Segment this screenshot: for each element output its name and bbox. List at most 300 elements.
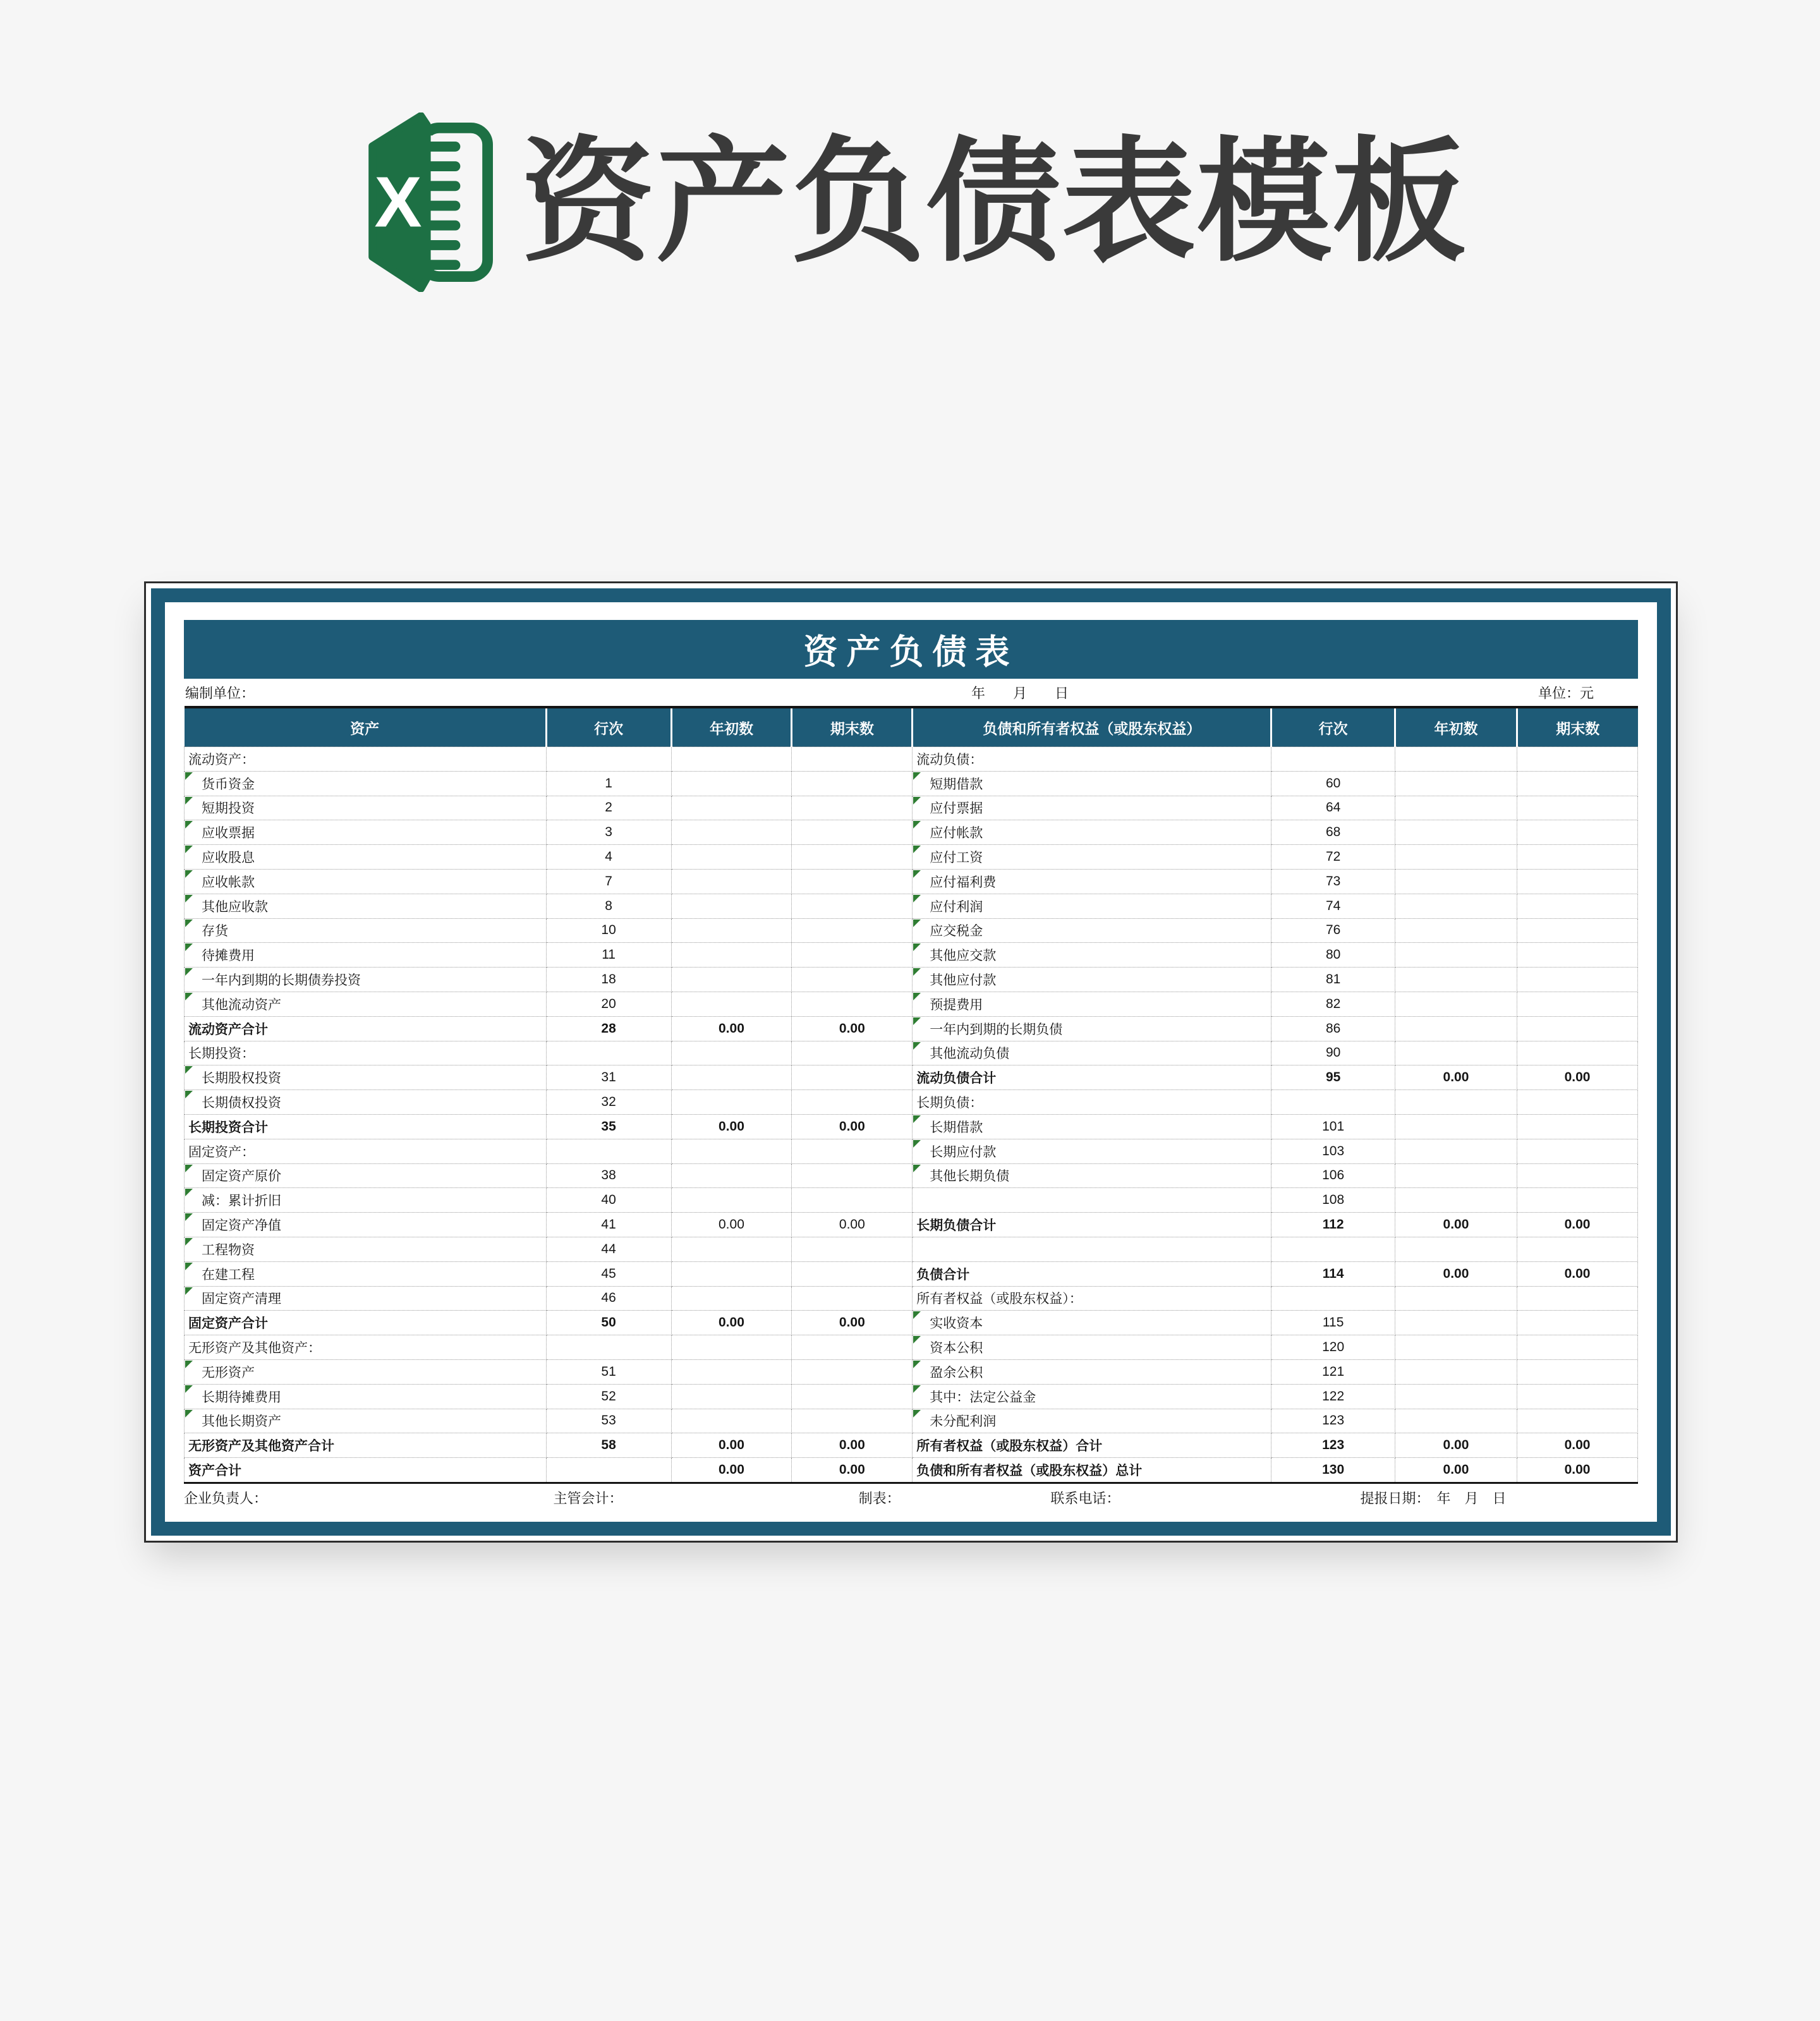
liability-begin-cell[interactable] [1395, 1359, 1517, 1384]
asset-label-cell[interactable] [185, 820, 547, 845]
liability-line-cell[interactable] [1271, 1237, 1395, 1261]
asset-begin-cell[interactable] [671, 1261, 792, 1286]
asset-label-cell[interactable] [185, 992, 547, 1016]
hero-header [0, 101, 1820, 303]
table-row [185, 820, 1638, 845]
liability-end-cell[interactable] [1517, 869, 1638, 894]
asset-begin-cell[interactable] [671, 1409, 792, 1433]
asset-end-cell[interactable] [792, 894, 913, 918]
asset-line-cell[interactable]: 18 [546, 968, 671, 992]
asset-label-cell[interactable] [185, 1286, 547, 1311]
liability-label: 短期借款 [930, 777, 983, 792]
liability-end-cell[interactable] [1517, 1041, 1638, 1065]
asset-label-cell[interactable] [185, 1359, 547, 1384]
asset-begin-cell[interactable] [671, 943, 792, 968]
liability-label-cell[interactable] [913, 1359, 1271, 1384]
liability-label-cell[interactable] [913, 845, 1271, 870]
asset-line-cell[interactable] [546, 1041, 671, 1065]
asset-end-cell[interactable] [792, 1237, 913, 1261]
liability-begin-cell[interactable] [1395, 918, 1517, 943]
asset-end-cell[interactable] [792, 796, 913, 820]
liability-begin-cell[interactable] [1395, 869, 1517, 894]
table-row [185, 1433, 1638, 1458]
asset-line-cell[interactable]: 50 [546, 1311, 671, 1335]
liability-label: 预提费用 [930, 997, 983, 1012]
liability-line-cell[interactable]: 95 [1271, 1065, 1395, 1090]
asset-begin-cell[interactable] [671, 1188, 792, 1213]
asset-end-cell[interactable] [792, 1359, 913, 1384]
asset-end-cell[interactable] [792, 820, 913, 845]
sheet-title-bar: 资产负债表 [184, 620, 1638, 679]
asset-label: 其他长期资产 [202, 1414, 281, 1429]
asset-label: 长期投资合计 [188, 1120, 268, 1135]
liability-line-cell[interactable]: 76 [1271, 918, 1395, 943]
liability-line-cell[interactable] [1271, 1090, 1395, 1115]
liability-line-cell[interactable]: 106 [1271, 1163, 1395, 1188]
asset-end-cell[interactable] [792, 968, 913, 992]
asset-begin-cell[interactable] [671, 869, 792, 894]
table-row [185, 1458, 1638, 1483]
liability-label-cell[interactable] [913, 992, 1271, 1016]
asset-label-cell[interactable] [185, 1041, 547, 1065]
unit-label: 单位：元 [1538, 685, 1594, 701]
asset-begin-cell[interactable] [671, 992, 792, 1016]
liability-line-cell[interactable]: 80 [1271, 943, 1395, 968]
asset-begin-cell[interactable] [671, 918, 792, 943]
liability-end-cell[interactable] [1517, 1114, 1638, 1139]
liability-end-cell[interactable]: 0.00 [1517, 1458, 1638, 1483]
asset-label-cell[interactable] [185, 1065, 547, 1090]
liability-begin-cell[interactable]: 0.00 [1395, 1433, 1517, 1458]
liability-line-cell[interactable]: 103 [1271, 1139, 1395, 1163]
asset-line-cell[interactable]: 51 [546, 1359, 671, 1384]
asset-end-cell[interactable] [792, 747, 913, 772]
asset-label-cell[interactable] [185, 845, 547, 870]
liability-end-cell[interactable] [1517, 771, 1638, 796]
liability-label-cell[interactable] [913, 747, 1271, 772]
liability-label: 负债合计 [916, 1267, 970, 1282]
liability-line-cell[interactable]: 108 [1271, 1188, 1395, 1213]
liability-begin-cell[interactable] [1395, 894, 1517, 918]
liability-begin-cell[interactable] [1395, 1041, 1517, 1065]
liability-begin-cell[interactable]: 0.00 [1395, 1261, 1517, 1286]
liability-label: 长期负债合计 [916, 1218, 997, 1234]
contact-phone-label: 联系电话： [1050, 1490, 1120, 1507]
liability-label: 实收资本 [930, 1316, 983, 1332]
column-header-line-left: 行次 [546, 707, 671, 747]
liability-line-cell[interactable]: 74 [1271, 894, 1395, 918]
asset-line-cell[interactable]: 53 [546, 1409, 671, 1433]
liability-begin-cell[interactable] [1395, 845, 1517, 870]
asset-label-cell[interactable] [185, 747, 547, 772]
asset-label-cell[interactable] [185, 1335, 547, 1360]
liability-line-cell[interactable]: 101 [1271, 1114, 1395, 1139]
asset-begin-cell[interactable] [671, 796, 792, 820]
asset-line-cell[interactable]: 8 [546, 894, 671, 918]
asset-line-cell[interactable]: 1 [546, 771, 671, 796]
asset-end-cell[interactable] [792, 943, 913, 968]
liability-begin-cell[interactable] [1395, 1384, 1517, 1409]
asset-label: 资产合计 [188, 1464, 241, 1478]
asset-label: 其他流动资产 [202, 997, 281, 1012]
liability-end-cell[interactable]: 0.00 [1517, 1433, 1638, 1458]
asset-end-cell[interactable]: 0.00 [792, 1433, 913, 1458]
asset-label: 长期股权投资 [202, 1071, 281, 1086]
liability-label-cell[interactable] [913, 943, 1271, 968]
asset-begin-cell[interactable]: 0.00 [671, 1458, 792, 1483]
liability-line-cell[interactable]: 121 [1271, 1359, 1395, 1384]
asset-label-cell[interactable] [185, 1114, 547, 1139]
liability-label-cell[interactable] [913, 1163, 1271, 1188]
liability-end-cell[interactable] [1517, 894, 1638, 918]
liability-begin-cell[interactable] [1395, 1409, 1517, 1433]
asset-label: 流动资产： [188, 752, 255, 767]
liability-label-cell[interactable] [913, 1188, 1271, 1213]
liability-end-cell[interactable]: 0.00 [1517, 1065, 1638, 1090]
asset-begin-cell[interactable] [671, 845, 792, 870]
asset-end-cell[interactable] [792, 771, 913, 796]
liability-label-cell[interactable] [913, 1286, 1271, 1311]
table-row [185, 1139, 1638, 1163]
liability-label-cell[interactable] [913, 1311, 1271, 1335]
liability-end-cell[interactable] [1517, 1311, 1638, 1335]
liability-line-cell[interactable]: 123 [1271, 1409, 1395, 1433]
asset-label-cell[interactable] [185, 1433, 547, 1458]
asset-label-cell[interactable] [185, 1409, 547, 1433]
liability-end-cell[interactable] [1517, 1090, 1638, 1115]
asset-line-cell[interactable]: 20 [546, 992, 671, 1016]
asset-label-cell[interactable] [185, 869, 547, 894]
asset-label: 长期待摊费用 [202, 1390, 281, 1405]
asset-label-cell[interactable] [185, 894, 547, 918]
asset-line-cell[interactable]: 11 [546, 943, 671, 968]
asset-begin-cell[interactable] [671, 1090, 792, 1115]
asset-label: 存货 [202, 924, 228, 939]
liability-begin-cell[interactable]: 0.00 [1395, 1065, 1517, 1090]
liability-label: 应交税金 [930, 924, 983, 939]
liability-line-cell[interactable]: 114 [1271, 1261, 1395, 1286]
asset-label: 长期债权投资 [202, 1096, 281, 1111]
liability-begin-cell[interactable] [1395, 1188, 1517, 1213]
asset-label-cell[interactable] [185, 918, 547, 943]
asset-label-cell[interactable] [185, 1139, 547, 1163]
liability-end-cell[interactable] [1517, 845, 1638, 870]
asset-line-cell[interactable]: 10 [546, 918, 671, 943]
liability-end-cell[interactable] [1517, 1335, 1638, 1360]
liability-begin-cell[interactable] [1395, 943, 1517, 968]
liability-label: 其他流动负债 [930, 1047, 1010, 1062]
table-row [185, 1359, 1638, 1384]
asset-label-cell[interactable] [185, 1458, 547, 1483]
liability-end-cell[interactable] [1517, 796, 1638, 820]
liability-label-cell[interactable] [913, 1090, 1271, 1115]
asset-begin-cell[interactable] [671, 1384, 792, 1409]
asset-begin-cell[interactable]: 0.00 [671, 1311, 792, 1335]
liability-line-cell[interactable]: 64 [1271, 796, 1395, 820]
liability-begin-cell[interactable] [1395, 747, 1517, 772]
asset-end-cell[interactable] [792, 845, 913, 870]
liability-begin-cell[interactable] [1395, 1016, 1517, 1041]
asset-end-cell[interactable] [792, 1188, 913, 1213]
asset-label-cell[interactable] [185, 1384, 547, 1409]
asset-end-cell[interactable] [792, 918, 913, 943]
asset-label: 固定资产原价 [202, 1169, 281, 1184]
asset-label-cell[interactable] [185, 1311, 547, 1335]
asset-end-cell[interactable] [792, 992, 913, 1016]
liability-begin-cell[interactable]: 0.00 [1395, 1213, 1517, 1237]
liability-line-cell[interactable]: 130 [1271, 1458, 1395, 1483]
liability-end-cell[interactable] [1517, 1016, 1638, 1041]
company-head-label: 企业负责人： [184, 1490, 268, 1507]
liability-line-cell[interactable]: 81 [1271, 968, 1395, 992]
liability-label-cell[interactable] [913, 894, 1271, 918]
asset-end-cell[interactable] [792, 1409, 913, 1433]
asset-label: 在建工程 [202, 1267, 255, 1282]
liability-end-cell[interactable] [1517, 943, 1638, 968]
liability-line-cell[interactable]: 72 [1271, 845, 1395, 870]
liability-label-cell[interactable] [913, 1114, 1271, 1139]
liability-line-cell[interactable]: 60 [1271, 771, 1395, 796]
liability-label-cell[interactable] [913, 869, 1271, 894]
asset-label-cell[interactable] [185, 796, 547, 820]
liability-label: 其他长期负债 [930, 1169, 1010, 1184]
asset-end-cell[interactable] [792, 1090, 913, 1115]
asset-end-cell[interactable] [792, 1335, 913, 1360]
table-row [185, 1090, 1638, 1115]
liability-end-cell[interactable] [1517, 1188, 1638, 1213]
liability-line-cell[interactable]: 123 [1271, 1433, 1395, 1458]
liability-line-cell[interactable]: 86 [1271, 1016, 1395, 1041]
liability-label: 其他应付款 [930, 973, 997, 988]
asset-line-cell[interactable]: 32 [546, 1090, 671, 1115]
preparer-label: 制表： [858, 1490, 901, 1507]
asset-begin-cell[interactable] [671, 1237, 792, 1261]
asset-begin-cell[interactable] [671, 747, 792, 772]
liability-label-cell[interactable] [913, 1261, 1271, 1286]
liability-label-cell[interactable] [913, 1384, 1271, 1409]
asset-label-cell[interactable] [185, 1188, 547, 1213]
liability-end-cell[interactable]: 0.00 [1517, 1213, 1638, 1237]
liability-label-cell[interactable] [913, 1065, 1271, 1090]
asset-label-cell[interactable] [185, 1261, 547, 1286]
asset-line-cell[interactable]: 31 [546, 1065, 671, 1090]
liability-begin-cell[interactable] [1395, 1286, 1517, 1311]
asset-begin-cell[interactable] [671, 1065, 792, 1090]
asset-begin-cell[interactable] [671, 820, 792, 845]
table-row [185, 1213, 1638, 1237]
table-row [185, 894, 1638, 918]
asset-line-cell[interactable]: 4 [546, 845, 671, 870]
asset-line-cell[interactable]: 38 [546, 1163, 671, 1188]
column-header-liabilities: 负债和所有者权益（或股东权益） [913, 707, 1271, 747]
asset-end-cell[interactable] [792, 1065, 913, 1090]
column-header-assets: 资产 [185, 707, 547, 747]
liability-end-cell[interactable]: 0.00 [1517, 1261, 1638, 1286]
asset-begin-cell[interactable] [671, 1041, 792, 1065]
column-header-end-left: 期末数 [792, 707, 913, 747]
liability-line-cell[interactable]: 115 [1271, 1311, 1395, 1335]
asset-line-cell[interactable]: 28 [546, 1016, 671, 1041]
asset-end-cell[interactable] [792, 1041, 913, 1065]
asset-label-cell[interactable] [185, 1237, 547, 1261]
liability-line-cell[interactable]: 90 [1271, 1041, 1395, 1065]
asset-label-cell[interactable] [185, 968, 547, 992]
liability-begin-cell[interactable] [1395, 1335, 1517, 1360]
liability-end-cell[interactable] [1517, 820, 1638, 845]
asset-end-cell[interactable] [792, 1286, 913, 1311]
liability-line-cell[interactable]: 112 [1271, 1213, 1395, 1237]
asset-line-cell[interactable]: 41 [546, 1213, 671, 1237]
liability-label-cell[interactable] [913, 1237, 1271, 1261]
table-row [185, 1286, 1638, 1311]
prepared-by-label: 编制单位： [185, 685, 255, 701]
asset-line-cell[interactable]: 44 [546, 1237, 671, 1261]
asset-label-cell[interactable] [185, 1090, 547, 1115]
liability-label-cell[interactable] [913, 820, 1271, 845]
asset-begin-cell[interactable]: 0.00 [671, 1213, 792, 1237]
liability-label-cell[interactable] [913, 1041, 1271, 1065]
asset-end-cell[interactable] [792, 1384, 913, 1409]
liability-label: 应付帐款 [930, 826, 983, 841]
asset-begin-cell[interactable]: 0.00 [671, 1433, 792, 1458]
liability-label: 应付福利费 [930, 875, 997, 890]
liability-begin-cell[interactable] [1395, 1139, 1517, 1163]
asset-begin-cell[interactable] [671, 1163, 792, 1188]
liability-end-cell[interactable] [1517, 1409, 1638, 1433]
asset-label-cell[interactable] [185, 943, 547, 968]
asset-label-cell[interactable] [185, 1163, 547, 1188]
asset-label-cell[interactable] [185, 1213, 547, 1237]
liability-label-cell[interactable] [913, 1016, 1271, 1041]
table-row [185, 1016, 1638, 1041]
asset-line-cell[interactable]: 40 [546, 1188, 671, 1213]
report-date-label: 提报日期： 年 月 日 [1360, 1490, 1507, 1507]
asset-label-cell[interactable] [185, 1016, 547, 1041]
asset-begin-cell[interactable] [671, 1359, 792, 1384]
asset-label: 短期投资 [202, 801, 255, 816]
asset-end-cell[interactable] [792, 1163, 913, 1188]
liability-label-cell[interactable] [913, 1409, 1271, 1433]
liability-end-cell[interactable] [1517, 1163, 1638, 1188]
asset-end-cell[interactable] [792, 1139, 913, 1163]
liability-label-cell[interactable] [913, 796, 1271, 820]
asset-line-cell[interactable]: 45 [546, 1261, 671, 1286]
liability-line-cell[interactable]: 73 [1271, 869, 1395, 894]
liability-label-cell[interactable] [913, 771, 1271, 796]
liability-line-cell[interactable]: 68 [1271, 820, 1395, 845]
asset-label: 待摊费用 [202, 949, 255, 964]
asset-line-cell[interactable]: 7 [546, 869, 671, 894]
asset-begin-cell[interactable] [671, 1286, 792, 1311]
liability-line-cell[interactable]: 82 [1271, 992, 1395, 1016]
liability-label-cell[interactable] [913, 1139, 1271, 1163]
liability-end-cell[interactable] [1517, 747, 1638, 772]
liability-label: 未分配利润 [930, 1414, 997, 1429]
asset-line-cell[interactable]: 58 [546, 1433, 671, 1458]
asset-begin-cell[interactable] [671, 968, 792, 992]
asset-line-cell[interactable]: 3 [546, 820, 671, 845]
asset-begin-cell[interactable] [671, 771, 792, 796]
liability-begin-cell[interactable] [1395, 968, 1517, 992]
asset-line-cell[interactable]: 35 [546, 1114, 671, 1139]
table-row [185, 1188, 1638, 1213]
asset-label-cell[interactable] [185, 771, 547, 796]
liability-line-cell[interactable]: 122 [1271, 1384, 1395, 1409]
asset-begin-cell[interactable]: 0.00 [671, 1114, 792, 1139]
asset-label: 货币资金 [202, 777, 255, 792]
liability-end-cell[interactable] [1517, 1286, 1638, 1311]
liability-label-cell[interactable] [913, 1335, 1271, 1360]
liability-label-cell[interactable] [913, 1458, 1271, 1483]
liability-begin-cell[interactable]: 0.00 [1395, 1458, 1517, 1483]
liability-end-cell[interactable] [1517, 968, 1638, 992]
liability-label-cell[interactable] [913, 968, 1271, 992]
liability-label-cell[interactable] [913, 1433, 1271, 1458]
asset-end-cell[interactable] [792, 1261, 913, 1286]
asset-end-cell[interactable]: 0.00 [792, 1213, 913, 1237]
liability-end-cell[interactable] [1517, 1384, 1638, 1409]
liability-begin-cell[interactable] [1395, 1311, 1517, 1335]
liability-line-cell[interactable]: 120 [1271, 1335, 1395, 1360]
asset-line-cell[interactable]: 46 [546, 1286, 671, 1311]
asset-line-cell[interactable] [546, 1458, 671, 1483]
asset-end-cell[interactable]: 0.00 [792, 1458, 913, 1483]
table-row [185, 1163, 1638, 1188]
asset-label: 一年内到期的长期债券投资 [202, 973, 361, 988]
liability-begin-cell[interactable] [1395, 820, 1517, 845]
liability-end-cell[interactable] [1517, 1359, 1638, 1384]
table-row [185, 1384, 1638, 1409]
asset-begin-cell[interactable] [671, 1139, 792, 1163]
liability-begin-cell[interactable] [1395, 1237, 1517, 1261]
asset-end-cell[interactable]: 0.00 [792, 1311, 913, 1335]
liability-end-cell[interactable] [1517, 918, 1638, 943]
asset-line-cell[interactable] [546, 747, 671, 772]
asset-end-cell[interactable]: 0.00 [792, 1016, 913, 1041]
liability-begin-cell[interactable] [1395, 992, 1517, 1016]
liability-end-cell[interactable] [1517, 1139, 1638, 1163]
liability-end-cell[interactable] [1517, 1237, 1638, 1261]
asset-line-cell[interactable]: 52 [546, 1384, 671, 1409]
asset-end-cell[interactable] [792, 869, 913, 894]
column-header-end-right: 期末数 [1517, 707, 1638, 747]
asset-begin-cell[interactable]: 0.00 [671, 1016, 792, 1041]
asset-label: 应收帐款 [202, 875, 255, 890]
liability-label: 盈余公积 [930, 1365, 983, 1380]
liability-line-cell[interactable] [1271, 1286, 1395, 1311]
sheet-footer [184, 1484, 1638, 1514]
liability-begin-cell[interactable] [1395, 796, 1517, 820]
liability-label: 负债和所有者权益（或股东权益）总计 [916, 1464, 1143, 1478]
asset-label: 减：累计折旧 [202, 1194, 281, 1209]
liability-label-cell[interactable] [913, 918, 1271, 943]
liability-begin-cell[interactable] [1395, 1114, 1517, 1139]
asset-line-cell[interactable] [546, 1139, 671, 1163]
asset-begin-cell[interactable] [671, 894, 792, 918]
liability-begin-cell[interactable] [1395, 1163, 1517, 1188]
liability-label-cell[interactable] [913, 1213, 1271, 1237]
asset-end-cell[interactable]: 0.00 [792, 1114, 913, 1139]
asset-line-cell[interactable]: 2 [546, 796, 671, 820]
liability-line-cell[interactable] [1271, 747, 1395, 772]
date-label: 年 月 日 [971, 685, 1069, 701]
liability-begin-cell[interactable] [1395, 1090, 1517, 1115]
asset-begin-cell[interactable] [671, 1335, 792, 1360]
liability-label: 应付利润 [930, 899, 983, 914]
asset-line-cell[interactable] [546, 1335, 671, 1360]
liability-begin-cell[interactable] [1395, 771, 1517, 796]
liability-end-cell[interactable] [1517, 992, 1638, 1016]
